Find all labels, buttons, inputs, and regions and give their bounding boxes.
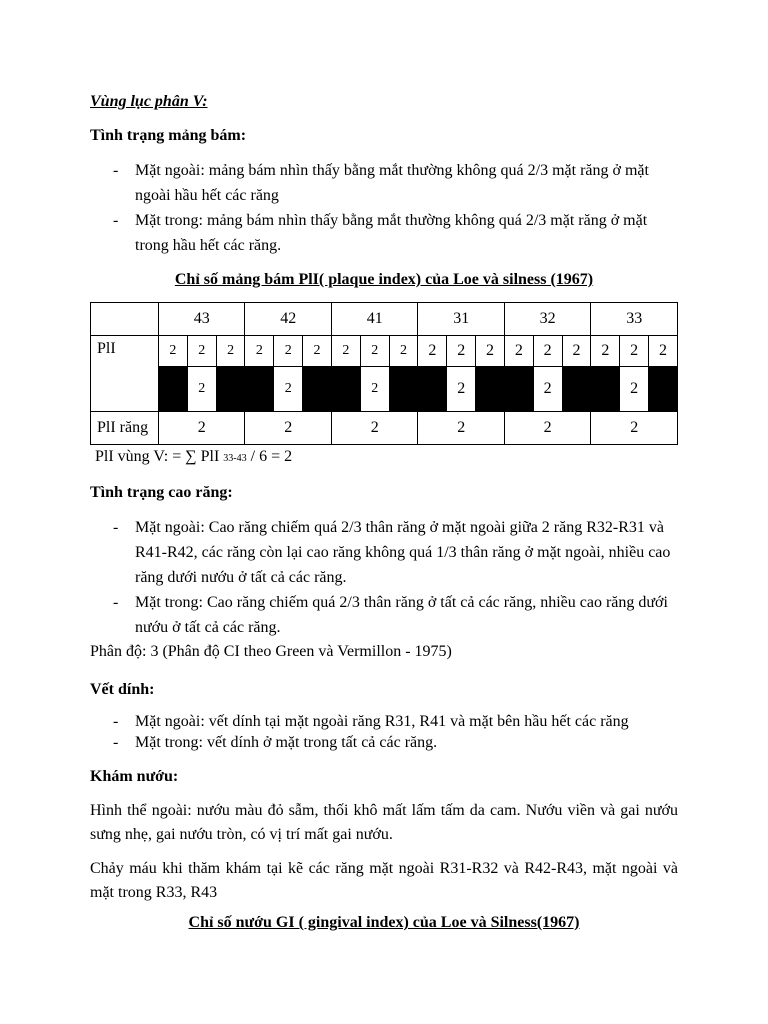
plaque-table-title: Chỉ số mảng bám PlI( plaque index) của Loe và silness (1967) [174, 271, 594, 288]
stain-item-outer: Mặt ngoài: vết dính tại mặt ngoài răng R31, R41 và mặt bên hầu hết các răng [135, 713, 629, 730]
tooth-header: 41 [331, 303, 417, 336]
tooth-value-cell: 2 [504, 412, 590, 445]
gum-heading: Khám nướu: [90, 768, 179, 785]
pli-tooth-row-label: PlI răng [91, 412, 159, 445]
pli-cell: 2 [476, 336, 505, 367]
dash-marker: - [113, 519, 119, 536]
pli-cell: 2 [418, 336, 447, 367]
black-cell [562, 367, 591, 412]
plaque-list [90, 158, 678, 258]
black-cell [476, 367, 505, 412]
calculus-list [90, 515, 678, 640]
pli-cell: 2 [187, 367, 216, 412]
list-item [90, 590, 678, 640]
tooth-header: 42 [245, 303, 331, 336]
tooth-value-cell: 2 [418, 412, 504, 445]
black-cell [245, 367, 274, 412]
pli-cell: 2 [447, 336, 476, 367]
pli-inner-row [91, 367, 678, 412]
plaque-item-outer: Mặt ngoài: mảng bám nhìn thấy bằng mắt thường không quá 2/3 mặt răng ở mặt ngoài hầu hết các răng [135, 162, 649, 204]
tooth-header: 31 [418, 303, 504, 336]
tooth-header: 43 [159, 303, 245, 336]
list-item [90, 208, 678, 258]
pli-cell: 2 [533, 336, 562, 367]
list-item [90, 732, 678, 753]
pli-cell: 2 [303, 336, 332, 367]
plaque-heading: Tình trạng mảng bám: [90, 127, 247, 144]
pli-formula [90, 445, 678, 471]
tooth-value-cell: 2 [331, 412, 417, 445]
black-cell [649, 367, 678, 412]
calculus-heading: Tình trạng cao răng: [90, 484, 233, 501]
black-cell [389, 367, 418, 412]
section-title: Vùng lục phân V: [90, 93, 208, 110]
empty-corner-cell [91, 303, 159, 336]
document-page [90, 90, 678, 935]
black-cell [591, 367, 620, 412]
pli-row-label: PlI [91, 336, 159, 412]
black-cell [216, 367, 245, 412]
black-cell [303, 367, 332, 412]
calculus-item-inner: Mặt trong: Cao răng chiếm quá 2/3 thân răng ở tất cả các răng, nhiều cao răng dưới nướu ở tất cả các răng. [135, 594, 668, 636]
pli-cell: 2 [620, 367, 649, 412]
gum-paragraph-shape: Hình thể ngoài: nướu màu đỏ sẫm, thối khô mất lấm tấm da cam. Nướu viền và gai nướu sưng nhẹ, gai nướu tròn, có vị trí mất gai nướu. [90, 802, 678, 843]
tooth-value-cell: 2 [245, 412, 331, 445]
stain-heading: Vết dính: [90, 681, 155, 698]
dash-marker: - [113, 212, 119, 229]
pli-cell: 2 [447, 367, 476, 412]
pli-cell: 2 [331, 336, 360, 367]
pli-cell: 2 [187, 336, 216, 367]
pli-cell: 2 [620, 336, 649, 367]
table-header-row [91, 303, 678, 336]
calculus-item-outer: Mặt ngoài: Cao răng chiếm quá 2/3 thân răng ở mặt ngoài giữa 2 răng R32-R31 và R41-R42, các răng còn lại cao răng không quá 1/3 thân răng ở mặt ngoài, nhiều cao răng dưới nướu ở tất cả các răng. [135, 519, 671, 586]
list-item [90, 711, 678, 732]
dash-marker: - [113, 594, 119, 611]
plaque-item-inner: Mặt trong: mảng bám nhìn thấy bằng mắt thường không quá 2/3 mặt răng ở mặt trong hầu hết các răng. [135, 212, 648, 254]
tooth-header: 33 [591, 303, 678, 336]
list-item [90, 158, 678, 208]
pli-cell: 2 [360, 367, 389, 412]
formula-subscript: 33-43 [223, 453, 247, 464]
list-item [90, 515, 678, 590]
formula-prefix: PlI vùng V: = ∑ PlI [95, 448, 220, 465]
formula-suffix: / 6 = 2 [250, 448, 293, 465]
dash-marker: - [113, 734, 119, 751]
pli-cell: 2 [389, 336, 418, 367]
stain-list [90, 711, 678, 753]
black-cell [418, 367, 447, 412]
gingival-table-title: Chỉ số nướu GI ( gingival index) của Loe và Silness(1967) [188, 914, 580, 931]
gum-paragraph-bleeding: Chảy máu khi thăm khám tại kẽ các răng mặt ngoài R31-R32 và R42-R43, mặt ngoài và mặt trong R33, R43 [90, 860, 678, 901]
stain-item-inner: Mặt trong: vết dính ở mặt trong tất cả các răng. [135, 734, 438, 751]
pli-cell: 2 [533, 367, 562, 412]
pli-cell: 2 [649, 336, 678, 367]
pli-cell: 2 [274, 336, 303, 367]
pli-cell: 2 [216, 336, 245, 367]
tooth-value-cell: 2 [159, 412, 245, 445]
pli-cell: 2 [360, 336, 389, 367]
black-cell [504, 367, 533, 412]
dash-marker: - [113, 713, 119, 730]
plaque-index-table [90, 302, 678, 445]
pli-cell: 2 [274, 367, 303, 412]
black-cell [159, 367, 188, 412]
dash-marker: - [113, 162, 119, 179]
black-cell [331, 367, 360, 412]
calculus-grade: Phân độ: 3 (Phân độ CI theo Green và Vermillon - 1975) [90, 643, 452, 660]
tooth-value-cell: 2 [591, 412, 678, 445]
pli-cell: 2 [504, 336, 533, 367]
tooth-header: 32 [504, 303, 590, 336]
pli-outer-row [91, 336, 678, 367]
pli-cell: 2 [245, 336, 274, 367]
pli-cell: 2 [159, 336, 188, 367]
pli-tooth-row [91, 412, 678, 445]
pli-cell: 2 [562, 336, 591, 367]
pli-cell: 2 [591, 336, 620, 367]
